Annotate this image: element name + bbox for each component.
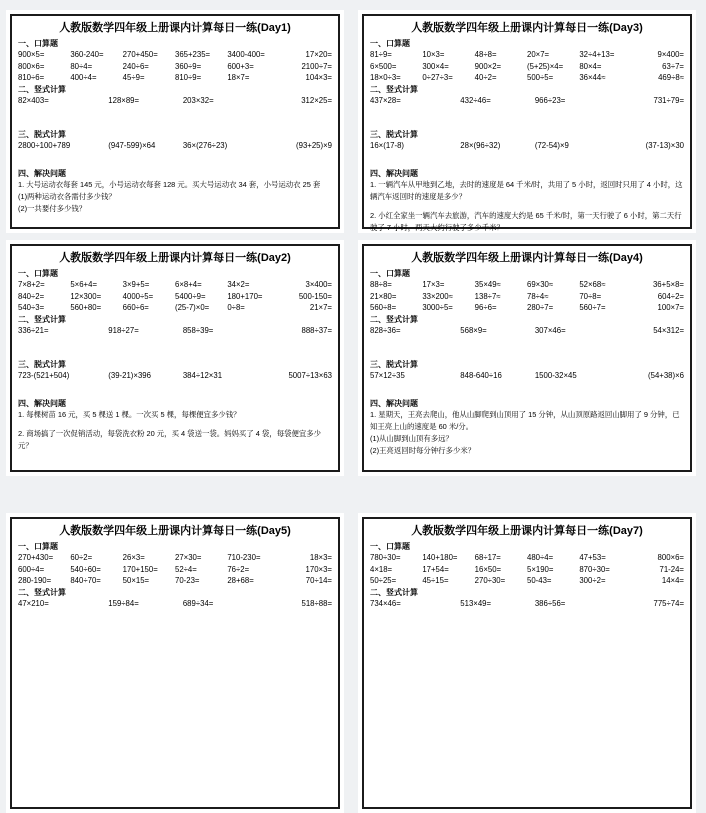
oral-expression: 800×6= bbox=[657, 553, 684, 562]
oral-expression: 96÷6= bbox=[474, 303, 497, 312]
word-problem-line: 2. 小红全家坐一辆汽车去旅游，汽车的速度大约是 65 千米/时，第一天行驶了 6 小时，第二天行驶了 7 小时，两天大约行驶了多少千米？ bbox=[370, 210, 682, 232]
oral-expression: 810÷6= bbox=[18, 73, 45, 82]
section-heading-vertical: 二、竖式计算 bbox=[370, 84, 418, 94]
oral-expression: 710-230= bbox=[227, 553, 261, 562]
section-heading-oral: 一、口算题 bbox=[18, 269, 58, 278]
oral-expression: 28+68= bbox=[227, 576, 254, 585]
oral-problems-grid bbox=[18, 49, 332, 84]
oral-expression: 4×18= bbox=[370, 564, 393, 574]
tuoshi-expression: (947-599)×64 bbox=[108, 140, 156, 150]
vertical-expression: 734×46= bbox=[370, 598, 401, 608]
oral-expression: 469÷8≈ bbox=[658, 73, 684, 82]
word-problem-line: 1. 一辆汽车从甲地到乙地，去时的速度是 64 千米/时，共用了 5 小时，返回时只用了 4 小时，这辆汽车返回时的速度是多少？ bbox=[370, 179, 683, 201]
oral-expression: 5×190= bbox=[526, 564, 554, 574]
vertical-expression: 689÷34= bbox=[182, 598, 214, 608]
section-heading-oral: 一、口算题 bbox=[18, 542, 58, 551]
section-heading-vertical: 二、竖式计算 bbox=[18, 587, 66, 597]
oral-expression: 50×15= bbox=[122, 576, 150, 585]
worksheet-page[interactable] bbox=[358, 513, 696, 813]
section-heading-problems: 四、解决问题 bbox=[370, 398, 418, 408]
oral-expression: 100×7= bbox=[657, 303, 684, 312]
oral-problems-grid bbox=[370, 552, 684, 587]
oral-expression: 170+150= bbox=[122, 564, 158, 574]
oral-expression: (5+25)×4= bbox=[526, 61, 564, 71]
oral-problems-grid bbox=[370, 49, 684, 84]
word-problem-line: 1. 星期天，王亮去爬山，他从山脚爬到山顶用了 15 分钟，从山顶原路返回山脚用了 9 分钟，已知王亮上山的速度是 60 米/分。 bbox=[370, 409, 680, 431]
tuoshi-expression: 723-(521+504) bbox=[18, 370, 70, 380]
oral-expression: 500-150= bbox=[298, 291, 332, 301]
oral-expression: 27×30= bbox=[174, 553, 202, 562]
tuoshi-expression: 384÷12×31 bbox=[182, 370, 223, 380]
vertical-expression: 307×46= bbox=[534, 325, 566, 335]
section-heading-tuoshi: 三、脱式计算 bbox=[18, 129, 66, 139]
tuoshi-expression: 36×(276÷23) bbox=[182, 140, 228, 150]
vertical-problems-row bbox=[370, 95, 684, 107]
section-heading-problems: 四、解决问题 bbox=[370, 168, 418, 178]
oral-expression: 80÷4= bbox=[70, 61, 93, 71]
oral-expression: 33×200≈ bbox=[422, 291, 453, 301]
oral-expression: 9×400= bbox=[657, 50, 684, 59]
oral-expression: 34×2= bbox=[227, 280, 250, 289]
oral-expression: 170×3= bbox=[305, 564, 332, 574]
oral-expression: (25-7)×0= bbox=[174, 303, 210, 312]
oral-expression: 71-24= bbox=[659, 564, 684, 574]
oral-expression: 45÷9= bbox=[122, 73, 145, 82]
tuoshi-expression: 5007÷13×63 bbox=[288, 370, 332, 380]
oral-expression: 540÷60= bbox=[70, 564, 101, 574]
vertical-expression: 54×312= bbox=[653, 325, 684, 335]
worksheet-page[interactable] bbox=[6, 240, 344, 476]
word-problems bbox=[370, 409, 684, 457]
oral-expression: 50-43= bbox=[526, 576, 552, 585]
vertical-expression: 47×210= bbox=[18, 598, 49, 608]
oral-problems-grid bbox=[18, 552, 332, 587]
section-heading-vertical: 二、竖式计算 bbox=[18, 314, 66, 324]
oral-expression: 48÷8= bbox=[474, 50, 497, 59]
vertical-problems-row bbox=[18, 598, 332, 610]
oral-expression: 17×3= bbox=[422, 280, 445, 289]
oral-problems-grid bbox=[18, 279, 332, 314]
oral-expression: 45÷15= bbox=[422, 576, 449, 585]
oral-expression: 800×6= bbox=[18, 61, 45, 71]
vertical-expression: 432÷46= bbox=[460, 95, 491, 105]
worksheet-page[interactable] bbox=[6, 10, 344, 233]
vertical-expression: 159÷84= bbox=[108, 598, 139, 608]
oral-expression: 300÷2= bbox=[579, 576, 606, 585]
oral-expression: 560÷8= bbox=[370, 303, 397, 312]
vertical-expression: 312×25= bbox=[301, 95, 332, 105]
oral-expression: 81÷9= bbox=[370, 50, 392, 59]
tuoshi-expression: (93+25)×9 bbox=[296, 140, 332, 150]
oral-expression: 104×3= bbox=[305, 73, 332, 82]
section-heading-tuoshi: 三、脱式计算 bbox=[18, 359, 66, 369]
tuoshi-expression: 2800÷100+789 bbox=[18, 140, 71, 150]
vertical-expression: 568×9= bbox=[460, 325, 487, 335]
tuoshi-expression: (54+38)×6 bbox=[648, 370, 684, 380]
oral-expression: 0÷8= bbox=[227, 303, 245, 312]
oral-expression: 500÷5= bbox=[526, 73, 554, 82]
oral-expression: 69×30≈ bbox=[526, 280, 554, 289]
tuoshi-problems-row bbox=[370, 140, 684, 152]
vertical-expression: 203×32= bbox=[182, 95, 214, 105]
oral-expression: 270÷30= bbox=[474, 576, 506, 585]
oral-expression: 14×4= bbox=[661, 576, 684, 585]
oral-expression: 140+180= bbox=[422, 553, 458, 562]
vertical-expression: 518÷88= bbox=[301, 598, 332, 608]
vertical-expression: 888÷37= bbox=[301, 325, 332, 335]
oral-expression: 560+80= bbox=[70, 303, 102, 312]
oral-expression: 240÷6= bbox=[122, 61, 149, 71]
page-title: 人教版数学四年级上册课内计算每日一练(Day3) bbox=[411, 22, 643, 34]
oral-expression: 900×2= bbox=[474, 61, 502, 71]
oral-expression: 70÷14= bbox=[305, 576, 332, 585]
oral-expression: 3×400= bbox=[305, 280, 332, 289]
word-problem-line: (1)两种运动衣各需付多少钱？ bbox=[18, 191, 116, 201]
word-problem-line: 1. 大号运动衣每套 145 元，小号运动衣每套 128 元。买大号运动衣 34 套，小号运动衣 25 套 bbox=[18, 179, 321, 189]
vertical-expression: 128×89= bbox=[108, 95, 140, 105]
oral-expression: 63÷7= bbox=[662, 61, 684, 71]
oral-expression: 3×9+5= bbox=[122, 280, 150, 289]
tuoshi-expression: (72-54)×9 bbox=[534, 140, 569, 150]
word-problem-line: 1. 每棵树苗 16 元，买 5 棵送 1 棵。一次买 5 棵，每棵便宜多少钱？ bbox=[18, 409, 241, 419]
oral-expression: 138÷7≈ bbox=[474, 291, 501, 301]
oral-expression: 480÷4= bbox=[526, 553, 554, 562]
oral-expression: 4000÷5= bbox=[122, 291, 154, 301]
oral-expression: 20×7= bbox=[526, 50, 550, 59]
oral-expression: 52×68≈ bbox=[579, 280, 606, 289]
oral-expression: 70÷8= bbox=[579, 291, 602, 301]
vertical-expression: 82×403= bbox=[18, 95, 49, 105]
tuoshi-expression: 57×12÷35 bbox=[370, 370, 405, 380]
page-title: 人教版数学四年级上册课内计算每日一练(Day5) bbox=[59, 525, 291, 537]
section-heading-oral: 一、口算题 bbox=[18, 39, 58, 48]
vertical-problems-row bbox=[18, 325, 332, 337]
tuoshi-expression: 848-640÷16 bbox=[460, 370, 502, 380]
tuoshi-expression: 16×(17-8) bbox=[370, 140, 405, 150]
word-problems bbox=[18, 179, 332, 215]
vertical-expression: 336÷21= bbox=[18, 325, 49, 335]
vertical-problems-row bbox=[370, 598, 684, 610]
oral-expression: 560÷7= bbox=[579, 303, 606, 312]
oral-expression: 280÷7= bbox=[526, 303, 554, 312]
oral-expression: 0÷27÷3= bbox=[422, 73, 453, 82]
page-title: 人教版数学四年级上册课内计算每日一练(Day1) bbox=[59, 22, 291, 34]
section-heading-vertical: 二、竖式计算 bbox=[370, 587, 418, 597]
tuoshi-expression: 28×(96÷32) bbox=[460, 140, 501, 150]
oral-expression: 400÷4= bbox=[70, 73, 97, 82]
oral-expression: 270+450= bbox=[122, 50, 158, 59]
oral-expression: 540÷3= bbox=[18, 303, 45, 312]
oral-expression: 600÷4= bbox=[18, 564, 45, 574]
oral-expression: 18×3= bbox=[309, 553, 332, 562]
oral-expression: 21×7= bbox=[309, 303, 332, 312]
oral-expression: 180+170= bbox=[227, 291, 263, 301]
oral-expression: 70-23= bbox=[174, 576, 200, 585]
word-problem-line: (1)从山脚到山顶有多远？ bbox=[370, 433, 453, 443]
oral-expression: 12×300= bbox=[70, 291, 102, 301]
tuoshi-expression: (37-13)×30 bbox=[645, 140, 684, 150]
oral-expression: 36+5×8= bbox=[652, 280, 684, 289]
word-problem-line: 2. 商场搞了一次促销活动，每袋洗衣粉 20 元，买 4 袋送一袋。妈妈买了 4 袋，每袋便宜多少元？ bbox=[18, 428, 322, 450]
vertical-expression: 386÷56= bbox=[534, 598, 566, 608]
word-problem-line: (2)王亮返回时每分钟行多少米？ bbox=[370, 445, 476, 455]
oral-expression: 10×3= bbox=[422, 50, 445, 59]
oral-expression: 840÷2= bbox=[18, 291, 45, 301]
oral-expression: 18×7= bbox=[227, 73, 250, 82]
worksheet-page-border bbox=[10, 14, 340, 229]
page-title: 人教版数学四年级上册课内计算每日一练(Day4) bbox=[411, 252, 643, 264]
oral-expression: 900×5= bbox=[18, 50, 45, 59]
oral-expression: 76÷2= bbox=[227, 564, 250, 574]
section-heading-tuoshi: 三、脱式计算 bbox=[370, 359, 418, 369]
tuoshi-problems-row bbox=[18, 140, 332, 152]
oral-expression: 840÷70= bbox=[70, 576, 101, 585]
page-title: 人教版数学四年级上册课内计算每日一练(Day7) bbox=[411, 525, 643, 537]
section-heading-oral: 一、口算题 bbox=[370, 39, 410, 48]
oral-expression: 300×4= bbox=[422, 61, 449, 71]
section-heading-oral: 一、口算题 bbox=[370, 269, 410, 278]
oral-expression: 36×44≈ bbox=[579, 73, 606, 82]
oral-expression: 6×8+4= bbox=[174, 280, 202, 289]
oral-problems-grid bbox=[370, 279, 684, 314]
oral-expression: 3000÷5= bbox=[422, 303, 453, 312]
oral-expression: 660÷6= bbox=[122, 303, 149, 312]
oral-expression: 5×6+4= bbox=[70, 280, 97, 289]
oral-expression: 280-190= bbox=[18, 576, 52, 585]
worksheet-page[interactable] bbox=[358, 10, 696, 233]
vertical-expression: 731÷79= bbox=[653, 95, 684, 105]
worksheet-page-border bbox=[362, 244, 692, 472]
vertical-problems-row bbox=[370, 325, 684, 337]
oral-expression: 360-240= bbox=[70, 50, 104, 59]
section-heading-vertical: 二、竖式计算 bbox=[370, 314, 418, 324]
oral-expression: 360÷9= bbox=[174, 61, 202, 71]
oral-expression: 88÷8= bbox=[370, 280, 392, 289]
oral-expression: 32÷4+13= bbox=[579, 50, 615, 59]
oral-expression: 780÷30= bbox=[370, 553, 401, 562]
worksheet-page-border bbox=[362, 517, 692, 809]
oral-expression: 40÷2= bbox=[474, 73, 497, 82]
vertical-expression: 775÷74= bbox=[653, 598, 684, 608]
oral-expression: 17×20= bbox=[305, 50, 332, 59]
oral-expression: 6×500= bbox=[370, 61, 397, 71]
oral-expression: 5400÷9= bbox=[174, 291, 206, 301]
oral-expression: 80×4= bbox=[579, 61, 602, 71]
vertical-expression: 858÷39= bbox=[182, 325, 214, 335]
oral-expression: 47+53= bbox=[579, 553, 606, 562]
tuoshi-expression: 1500-32×45 bbox=[534, 370, 577, 380]
vertical-expression: 513×49= bbox=[460, 598, 492, 608]
oral-expression: 365+235= bbox=[174, 50, 211, 59]
oral-expression: 68÷17= bbox=[474, 553, 501, 562]
section-heading-tuoshi: 三、脱式计算 bbox=[370, 129, 418, 139]
oral-expression: 78÷4≈ bbox=[526, 291, 549, 301]
oral-expression: 3400-400= bbox=[227, 50, 265, 59]
worksheet-page[interactable] bbox=[6, 513, 344, 813]
word-problems bbox=[370, 179, 684, 234]
section-heading-problems: 四、解决问题 bbox=[18, 168, 66, 178]
tuoshi-problems-row bbox=[18, 370, 332, 382]
oral-expression: 52÷4= bbox=[174, 564, 197, 574]
oral-expression: 17+54= bbox=[422, 564, 449, 574]
page-title: 人教版数学四年级上册课内计算每日一练(Day2) bbox=[59, 252, 291, 264]
oral-expression: 21×80= bbox=[370, 291, 397, 301]
vertical-expression: 918÷27= bbox=[108, 325, 139, 335]
oral-expression: 18×0÷3= bbox=[370, 73, 401, 82]
oral-expression: 60÷2= bbox=[70, 553, 93, 562]
oral-expression: 7×8+2= bbox=[18, 280, 45, 289]
oral-expression: 35×49≈ bbox=[474, 280, 501, 289]
worksheet-page-border bbox=[10, 517, 340, 809]
oral-expression: 810÷9= bbox=[174, 73, 202, 82]
oral-expression: 2100÷7= bbox=[301, 61, 332, 71]
tuoshi-problems-row bbox=[370, 370, 684, 382]
tuoshi-expression: (39-21)×396 bbox=[108, 370, 151, 380]
section-heading-vertical: 二、竖式计算 bbox=[18, 84, 66, 94]
section-heading-problems: 四、解决问题 bbox=[18, 398, 66, 408]
worksheet-page-border bbox=[10, 244, 340, 472]
vertical-problems-row bbox=[18, 95, 332, 107]
worksheet-page-border bbox=[362, 14, 692, 232]
section-heading-oral: 一、口算题 bbox=[370, 542, 410, 551]
oral-expression: 270+430= bbox=[18, 553, 54, 562]
oral-expression: 16×50= bbox=[474, 564, 502, 574]
word-problem-line: (2)一共要付多少钱？ bbox=[18, 203, 87, 213]
vertical-expression: 437×28= bbox=[370, 95, 401, 105]
oral-expression: 26×3= bbox=[122, 553, 145, 562]
oral-expression: 50÷25= bbox=[370, 576, 397, 585]
vertical-expression: 966÷23= bbox=[534, 95, 566, 105]
oral-expression: 870÷30= bbox=[579, 564, 610, 574]
worksheet-page[interactable] bbox=[358, 240, 696, 476]
oral-expression: 600+3= bbox=[227, 61, 254, 71]
oral-expression: 604÷2= bbox=[657, 291, 684, 301]
vertical-expression: 828÷36= bbox=[370, 325, 401, 335]
word-problems bbox=[18, 409, 332, 452]
